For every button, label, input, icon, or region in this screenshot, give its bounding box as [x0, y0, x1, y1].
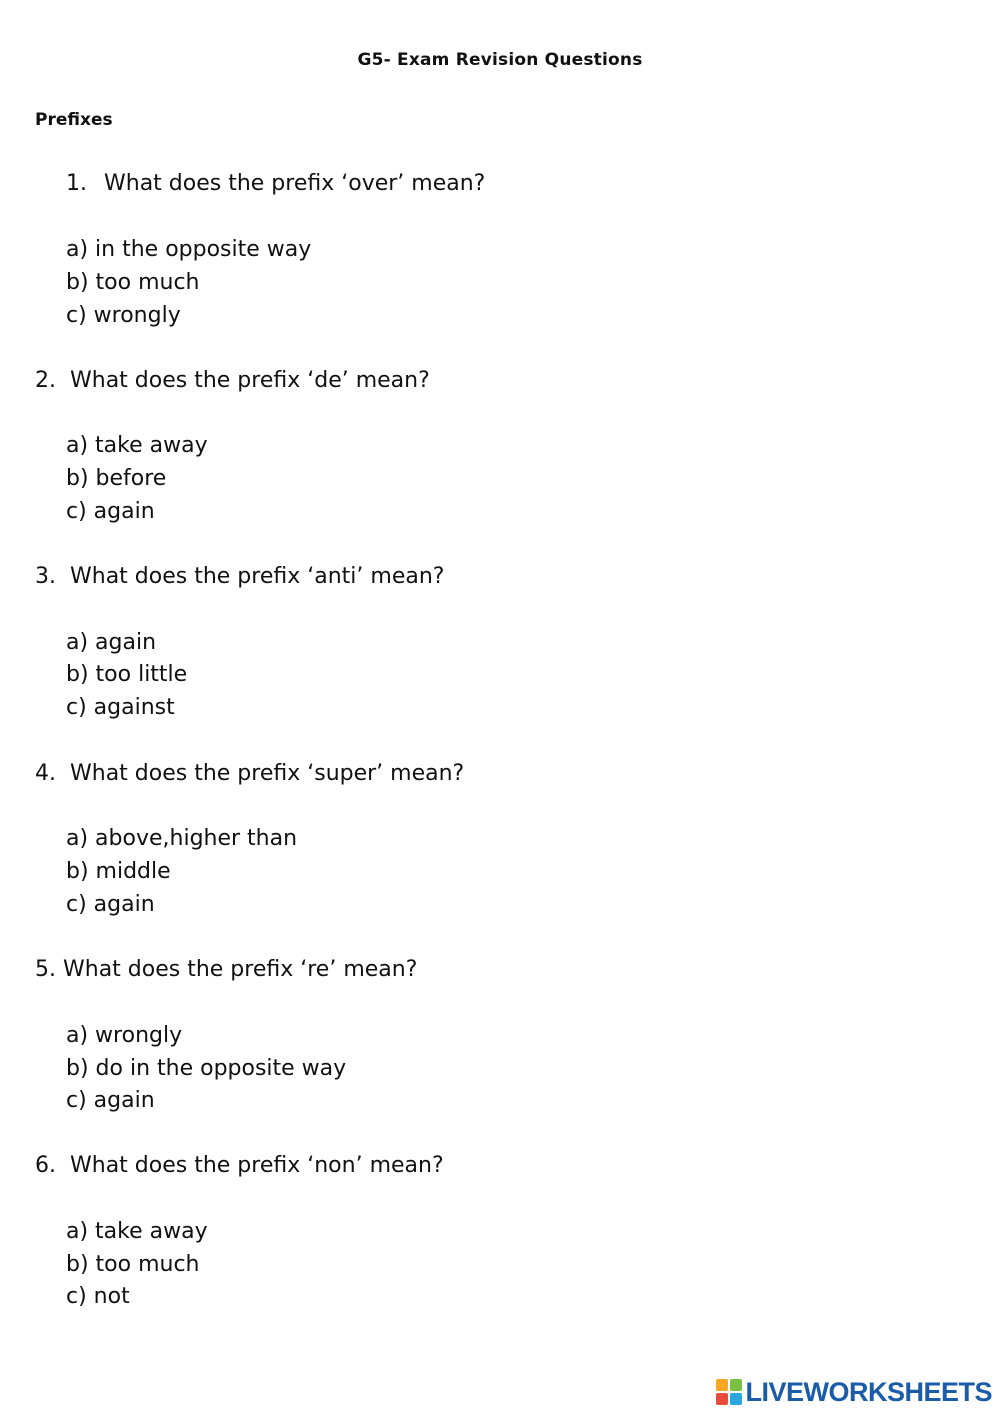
answer-option[interactable]: c) not: [66, 1284, 130, 1309]
question-number: 6.: [35, 1153, 56, 1178]
answer-option[interactable]: b) too much: [66, 1252, 200, 1277]
question-number: 1.: [66, 171, 87, 196]
question-text: What does the prefix ‘super’ mean?: [70, 761, 465, 786]
answer-option[interactable]: b) do in the opposite way: [66, 1056, 347, 1081]
answer-option[interactable]: c) again: [66, 892, 155, 917]
question-number: 2.: [35, 368, 56, 393]
answer-option[interactable]: c) against: [66, 695, 175, 720]
answer-option[interactable]: b) middle: [66, 859, 171, 884]
answer-option[interactable]: a) again: [66, 630, 157, 655]
question-1: [66, 171, 485, 196]
answer-option[interactable]: a) wrongly: [66, 1023, 183, 1048]
question-2: [35, 368, 430, 393]
answer-option[interactable]: c) wrongly: [66, 303, 181, 328]
question-text: What does the prefix ‘anti’ mean?: [70, 564, 445, 589]
answer-option[interactable]: a) above,higher than: [66, 826, 298, 851]
section-heading: Prefixes: [35, 110, 113, 130]
question-number: 4.: [35, 761, 56, 786]
question-text: What does the prefix ‘non’ mean?: [70, 1153, 444, 1178]
page-title: G5- Exam Revision Questions: [357, 50, 643, 70]
answer-option[interactable]: a) take away: [66, 433, 208, 458]
question-text: What does the prefix ‘de’ mean?: [70, 368, 430, 393]
question-text: What does the prefix ‘re’ mean?: [63, 957, 418, 982]
question-4: [35, 761, 464, 786]
question-number: 3.: [35, 564, 56, 589]
logo-text: LIVEWORKSHEETS: [745, 1376, 992, 1407]
logo-mark-icon: [716, 1379, 742, 1405]
question-3: [35, 564, 444, 589]
answer-option[interactable]: c) again: [66, 499, 155, 524]
liveworksheets-logo[interactable]: [716, 1377, 992, 1407]
answer-option[interactable]: c) again: [66, 1088, 155, 1113]
question-6: [35, 1153, 444, 1178]
answer-option[interactable]: b) too little: [66, 662, 188, 687]
answer-option[interactable]: b) too much: [66, 270, 200, 295]
answer-option[interactable]: b) before: [66, 466, 167, 491]
question-text: What does the prefix ‘over’ mean?: [104, 171, 486, 196]
question-number: 5.: [35, 957, 56, 982]
question-5: [35, 957, 417, 982]
answer-option[interactable]: a) take away: [66, 1219, 208, 1244]
answer-option[interactable]: a) in the opposite way: [66, 237, 312, 262]
